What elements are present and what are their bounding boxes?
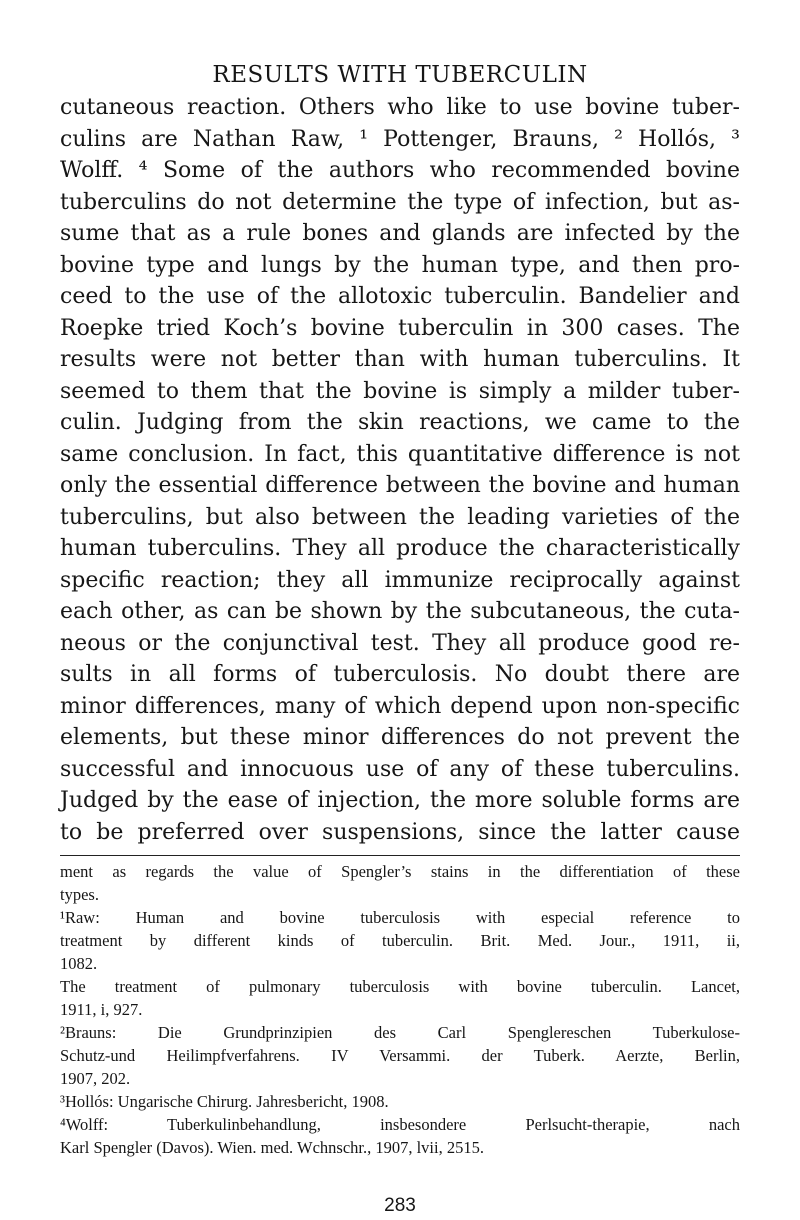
body-line: culins are Nathan Raw, ¹ Pottenger, Brauns, ² Hollós, ³	[60, 126, 740, 152]
footnote-line: Schutz-und Heilimpfverfahrens. IV Versammi. der Tuberk. Aerzte, Berlin,	[60, 1046, 740, 1065]
body-line: Judged by the ease of injection, the more soluble forms are	[60, 788, 740, 813]
body-line: sults in all forms of tuberculosis. No doubt there are	[60, 662, 740, 687]
footnote-line: ³Hollós: Ungarische Chirurg. Jahresbericht, 1908.	[60, 1092, 389, 1111]
footnote-divider	[60, 855, 740, 856]
footnote-line: types.	[60, 885, 99, 904]
footnote-line: ²Brauns: Die Grundprinzipien des Carl Spenglereschen Tuberkulose-	[60, 1023, 740, 1042]
footnote-line: ¹Raw: Human and bovine tuberculosis with especial reference to	[60, 908, 740, 927]
body-line: cutaneous reaction. Others who like to use bovine tuber-	[60, 95, 740, 120]
body-line: minor differences, many of which depend upon non-specific	[60, 693, 740, 719]
body-line: bovine type and lungs by the human type, and then pro-	[60, 252, 740, 278]
body-line: same conclusion. In fact, this quantitative difference is not	[60, 441, 740, 467]
running-head: RESULTS WITH TUBERCULIN	[212, 62, 588, 88]
body-line: tuberculins, but also between the leading varieties of the	[60, 504, 740, 530]
page-number: 283	[384, 1195, 416, 1216]
body-line: neous or the conjunctival test. They all produce good re-	[60, 630, 740, 656]
footnote-line: 1082.	[60, 954, 98, 973]
body-line: each other, as can be shown by the subcutaneous, the cuta-	[60, 599, 740, 624]
body-line: Roepke tried Koch’s bovine tuberculin in 300 cases. The	[60, 315, 740, 341]
body-line: results were not better than with human tuberculins. It	[60, 347, 740, 372]
footnote-line: treatment by different kinds of tuberculin. Brit. Med. Jour., 1911, ii,	[60, 931, 740, 950]
body-line: sume that as a rule bones and glands are infected by the	[60, 221, 740, 246]
body-line: tuberculins do not determine the type of infection, but as-	[60, 189, 740, 215]
footnote-line: 1911, i, 927.	[60, 1000, 143, 1019]
body-line: ceed to the use of the allotoxic tuberculin. Bandelier and	[60, 284, 740, 309]
footnote-line: ment as regards the value of Spengler’s stains in the differentiation of these	[60, 862, 740, 881]
body-line: Wolff. ⁴ Some of the authors who recommended bovine	[60, 158, 740, 183]
footnote-line: ⁴Wolff: Tuberkulinbehandlung, insbesondere Perlsucht-therapie, nach	[60, 1115, 740, 1134]
body-line: elements, but these minor differences do not prevent the	[60, 725, 740, 750]
footnote-line: The treatment of pulmonary tuberculosis with bovine tuberculin. Lancet,	[60, 977, 740, 996]
body-paragraph	[60, 92, 740, 848]
footnote-line: 1907, 202.	[60, 1069, 131, 1088]
body-line: seemed to them that the bovine is simply a milder tuber-	[60, 378, 740, 404]
body-line: to be preferred over suspensions, since the latter cause	[60, 819, 740, 845]
footnote-line: Karl Spengler (Davos). Wien. med. Wchnschr., 1907, lvii, 2515.	[60, 1138, 484, 1157]
body-line: human tuberculins. They all produce the characteristically	[60, 536, 740, 561]
body-line: specific reaction; they all immunize reciprocally against	[60, 567, 740, 593]
body-line: successful and innocuous use of any of these tuberculins.	[60, 756, 740, 782]
footnotes	[60, 860, 740, 1159]
body-line: culin. Judging from the skin reactions, we came to the	[60, 410, 740, 435]
body-line: only the essential difference between the bovine and human	[60, 473, 740, 498]
